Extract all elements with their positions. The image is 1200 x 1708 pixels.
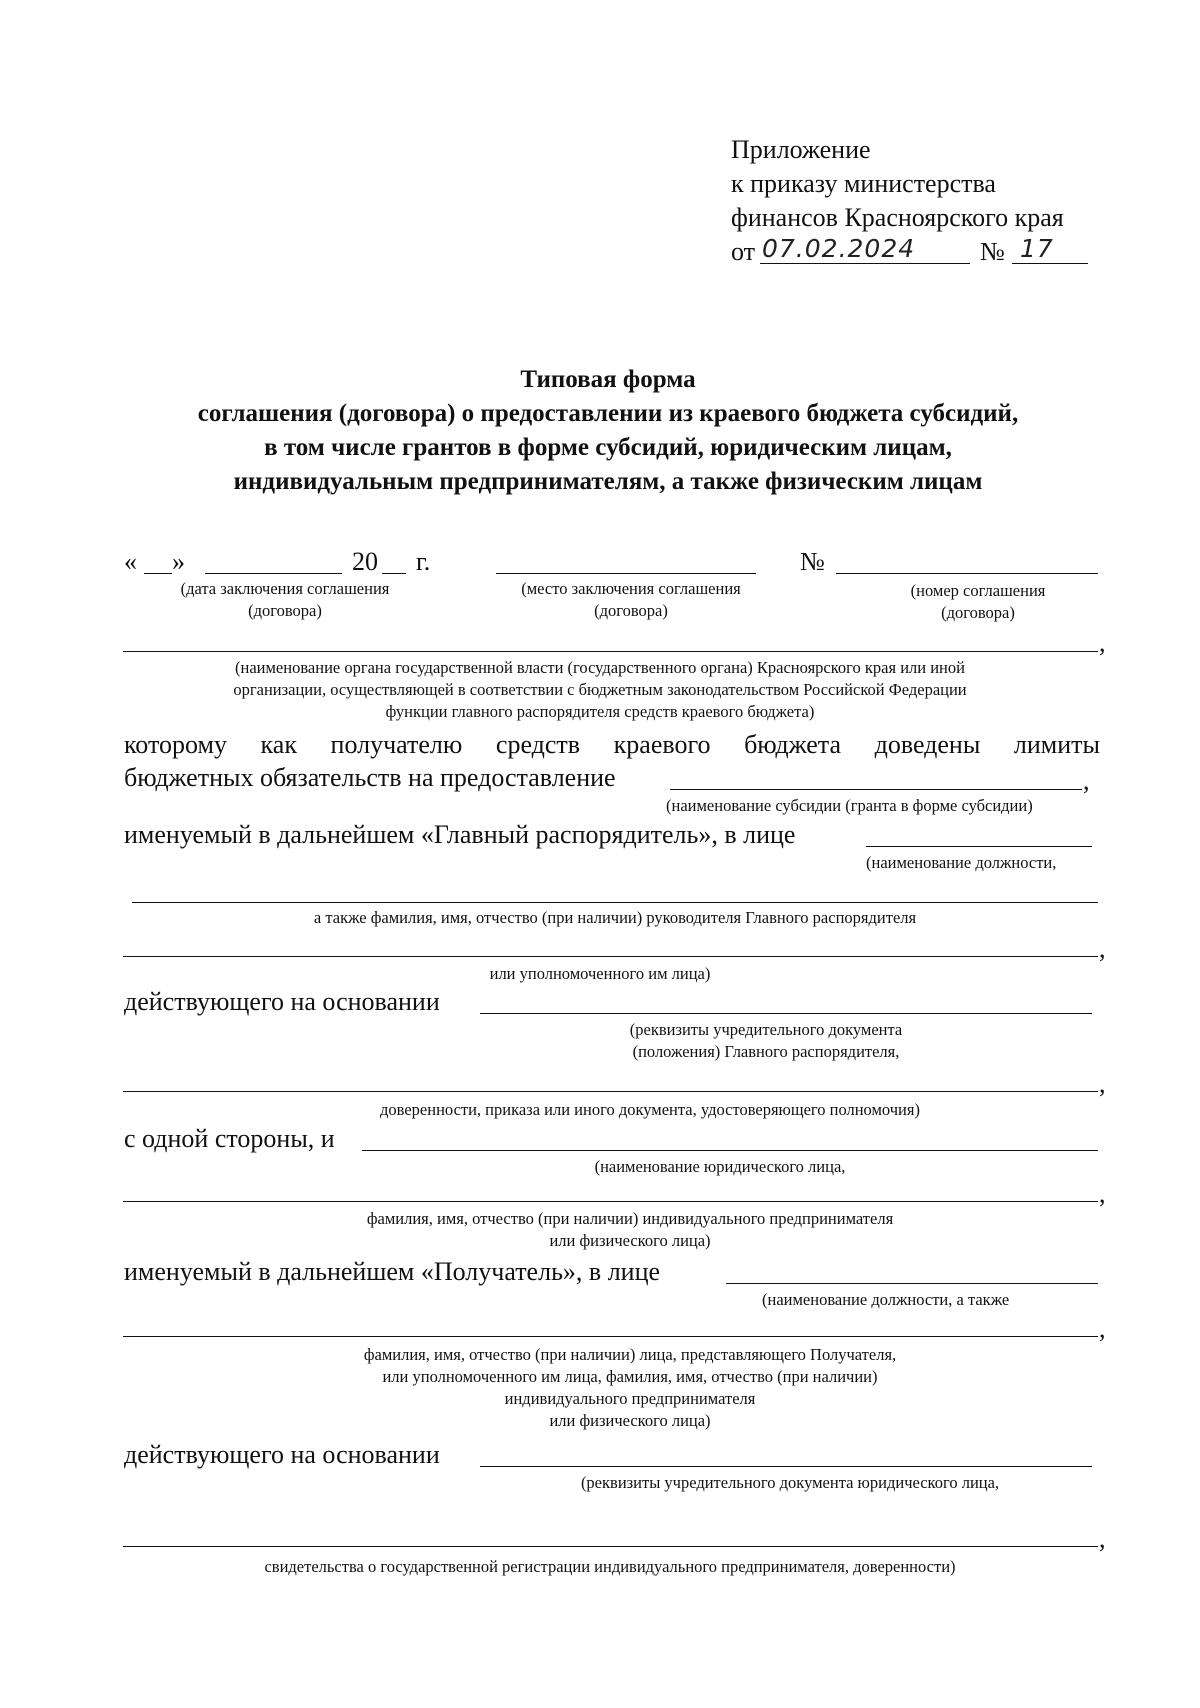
representative-caption-3: индивидуального предпринимателя: [504, 1389, 756, 1408]
year-prefix: 20: [352, 547, 378, 576]
number-sign: №: [800, 547, 825, 576]
representative-comma: ,: [1099, 1314, 1106, 1343]
appendix-line-3: финансов Красноярского края: [731, 203, 1064, 232]
acting-basis-label-1: действующего на основании: [124, 987, 440, 1016]
organ-comma: ,: [1099, 628, 1106, 657]
one-side-label: с одной стороны, и: [124, 1124, 335, 1153]
organ-line: [123, 651, 1098, 652]
authorized-caption: или уполномоченного им лица): [489, 964, 711, 983]
acting-basis-label-2: действующего на основании: [124, 1440, 440, 1469]
subsidy-comma: ,: [1083, 766, 1090, 795]
subsidy-line: [670, 789, 1082, 790]
registration-comma: ,: [1099, 1524, 1106, 1553]
acting-basis-line-1: [480, 1013, 1092, 1014]
entrepreneur-comma: ,: [1099, 1179, 1106, 1208]
acting-basis-line-2: [480, 1466, 1092, 1467]
entrepreneur-caption-1: фамилия, имя, отчество (при наличии) индивидуального предпринимателя: [366, 1209, 894, 1228]
representative-caption-4: или физического лица): [549, 1411, 711, 1430]
subsidy-caption: (наименование субсидии (гранта в форме субсидии): [666, 796, 1033, 815]
authorized-comma: ,: [1099, 934, 1106, 963]
head-caption: а также фамилия, имя, отчество (при наличии) руководителя Главного распорядителя: [313, 908, 917, 927]
title-line-4: индивидуальным предпринимателям, а также физическим лицам: [233, 468, 983, 495]
recipient-position-caption: (наименование должности, а также: [762, 1290, 1010, 1309]
place-caption-1: (место заключения соглашения: [521, 579, 741, 598]
appendix-number-handwritten: 17: [1020, 234, 1054, 263]
power-line: [123, 1091, 1098, 1092]
head-name-line: [132, 902, 1098, 903]
appendix-number-line: [1012, 263, 1088, 264]
position-caption: (наименование должности,: [866, 853, 1057, 872]
legal-caption: (наименование юридического лица,: [594, 1157, 846, 1176]
legal-entity-line: [362, 1150, 1098, 1151]
docs-caption-1: (реквизиты учредительного документа: [629, 1020, 903, 1039]
limits-line-1: которому как получателю средств краевого бюджета доведены лимиты: [124, 730, 1100, 759]
day-line: [144, 573, 172, 574]
registration-caption: свидетельства о государственной регистрации индивидуального предпринимателя, доверенности): [264, 1557, 956, 1576]
year-suffix: г.: [416, 547, 431, 576]
date-caption-2: (договора): [248, 601, 322, 620]
authorized-line: [123, 956, 1098, 957]
title-line-1: Типовая форма: [520, 366, 696, 393]
place-line: [496, 573, 756, 574]
power-comma: ,: [1099, 1069, 1106, 1098]
number-caption-1: (номер соглашения: [910, 581, 1046, 600]
organ-caption-3: функции главного распорядителя средств краевого бюджета): [385, 702, 815, 721]
representative-line: [123, 1336, 1098, 1337]
place-caption-2: (договора): [594, 601, 668, 620]
appendix-line-1: Приложение: [731, 135, 871, 164]
registration-line: [123, 1546, 1098, 1547]
limits-line-2: бюджетных обязательств на предоставление: [124, 763, 616, 792]
organ-caption-2: организации, осуществляющей в соответствии с бюджетным законодательством Российской Федерации: [233, 680, 967, 699]
appendix-number-label: №: [980, 237, 1005, 266]
docs-caption-2: (положения) Главного распорядителя,: [632, 1042, 900, 1061]
power-caption: доверенности, приказа или иного документа, удостоверяющего полномочия): [380, 1100, 920, 1119]
date-caption-1: (дата заключения соглашения: [180, 579, 390, 598]
year-line: [382, 573, 406, 574]
entrepreneur-caption-2: или физического лица): [549, 1231, 711, 1250]
date-close-quote: »: [172, 547, 185, 576]
agreement-number-line: [836, 573, 1098, 574]
named-recipient: именуемый в дальнейшем «Получатель», в лице: [124, 1257, 661, 1286]
appendix-date-handwritten: 07.02.2024: [762, 234, 916, 263]
organ-caption-1: (наименование органа государственной власти (государственного органа) Красноярского края или иной: [235, 658, 965, 677]
main-position-line: [866, 846, 1092, 847]
representative-caption-2: или уполномоченного им лица, фамилия, имя, отчество (при наличии): [382, 1367, 878, 1386]
recipient-position-line: [726, 1283, 1098, 1284]
named-main-distributor: именуемый в дальнейшем «Главный распорядитель», в лице: [124, 820, 796, 849]
appendix-from-label: от: [731, 237, 756, 266]
representative-caption-1: фамилия, имя, отчество (при наличии) лица, представляющего Получателя,: [363, 1345, 897, 1364]
month-line: [205, 573, 342, 574]
entrepreneur-line: [123, 1201, 1098, 1202]
appendix-date-line: [760, 263, 970, 264]
appendix-line-2: к приказу министерства: [731, 169, 996, 198]
title-line-3: в том числе грантов в форме субсидий, юридическим лицам,: [264, 434, 952, 461]
legal-docs-caption: (реквизиты учредительного документа юридического лица,: [580, 1473, 1000, 1492]
number-caption-2: (договора): [941, 603, 1015, 622]
date-open-quote: «: [124, 547, 137, 576]
title-line-2: соглашения (договора) о предоставлении из краевого бюджета субсидий,: [197, 400, 1019, 427]
